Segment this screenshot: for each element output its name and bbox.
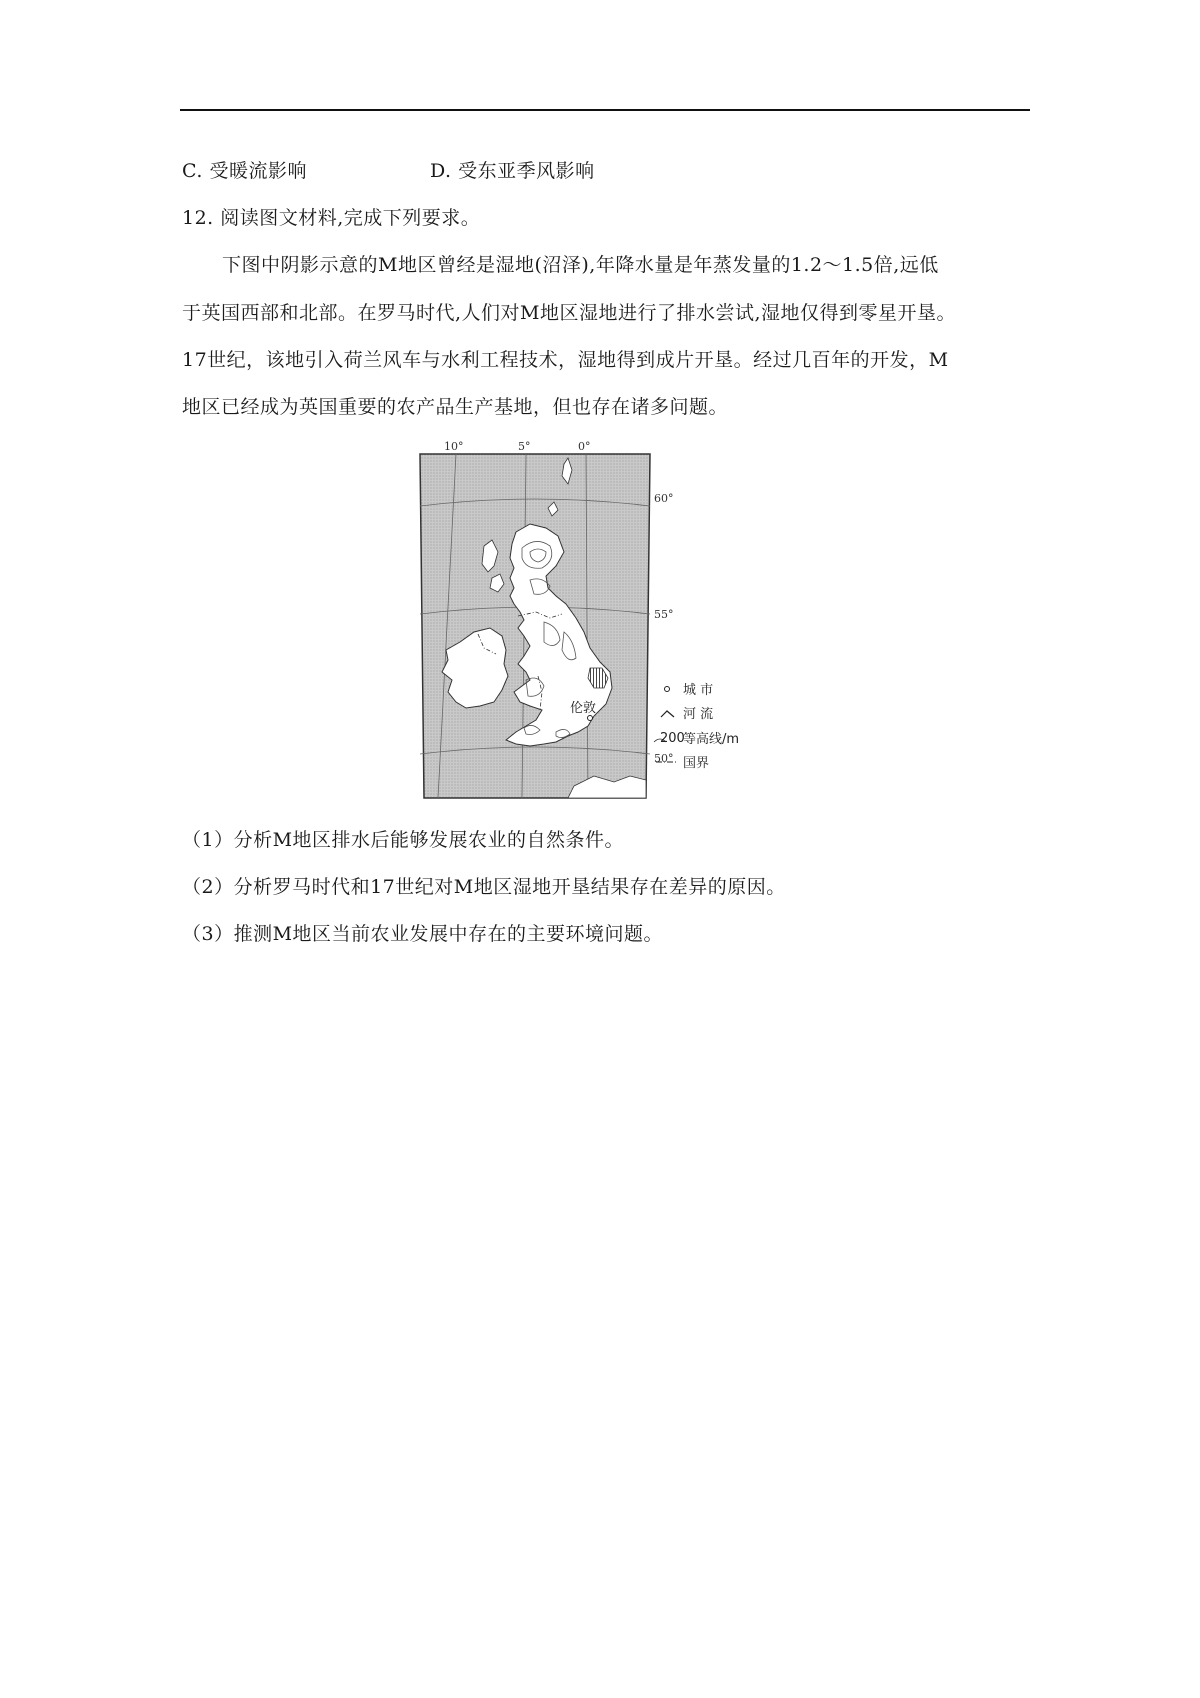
paragraph-line: 地区已经成为英国重要的农产品生产基地，但也存在诸多问题。: [182, 396, 729, 418]
longitude-label: 0°: [578, 440, 591, 453]
header-rule: [180, 109, 1030, 111]
legend-city: 城 市: [683, 683, 714, 698]
latitude-label: 50°: [654, 752, 674, 765]
question-title: 12. 阅读图文材料,完成下列要求。: [182, 207, 481, 229]
option-c: C. 受暖流影响: [182, 160, 307, 182]
legend-border: 国界: [683, 756, 710, 771]
city-icon: [588, 716, 593, 721]
legend-contour-prefix: 200: [660, 731, 685, 746]
option-d: D. 受东亚季风影响: [430, 160, 595, 182]
city-label: 伦敦: [570, 701, 597, 716]
paragraph-line: 17世纪，该地引入荷兰风车与水利工程技术，湿地得到成片开垦。经过几百年的开发，M: [182, 349, 949, 371]
legend-river: 河 流: [683, 707, 714, 722]
river-icon: [661, 711, 674, 717]
longitude-label: 5°: [518, 440, 531, 453]
legend-contour: 等高线/m: [683, 732, 740, 747]
city-icon: [665, 687, 670, 692]
sub-question: （3）推测M地区当前农业发展中存在的主要环境问题。: [182, 923, 664, 945]
sub-question: （1）分析M地区排水后能够发展农业的自然条件。: [182, 829, 625, 851]
paragraph-line: 于英国西部和北部。在罗马时代,人们对M地区湿地进行了排水尝试,湿地仅得到零星开垦。: [182, 302, 957, 324]
paragraph-line: 下图中阴影示意的M地区曾经是湿地(沼泽),年降水量是年蒸发量的1.2～1.5倍,远低: [222, 254, 939, 276]
latitude-label: 55°: [654, 608, 674, 621]
longitude-label: 10°: [444, 440, 464, 453]
uk-map-figure: [418, 436, 788, 804]
sub-question: （2）分析罗马时代和17世纪对M地区湿地开垦结果存在差异的原因。: [182, 876, 786, 898]
latitude-label: 60°: [654, 492, 674, 505]
